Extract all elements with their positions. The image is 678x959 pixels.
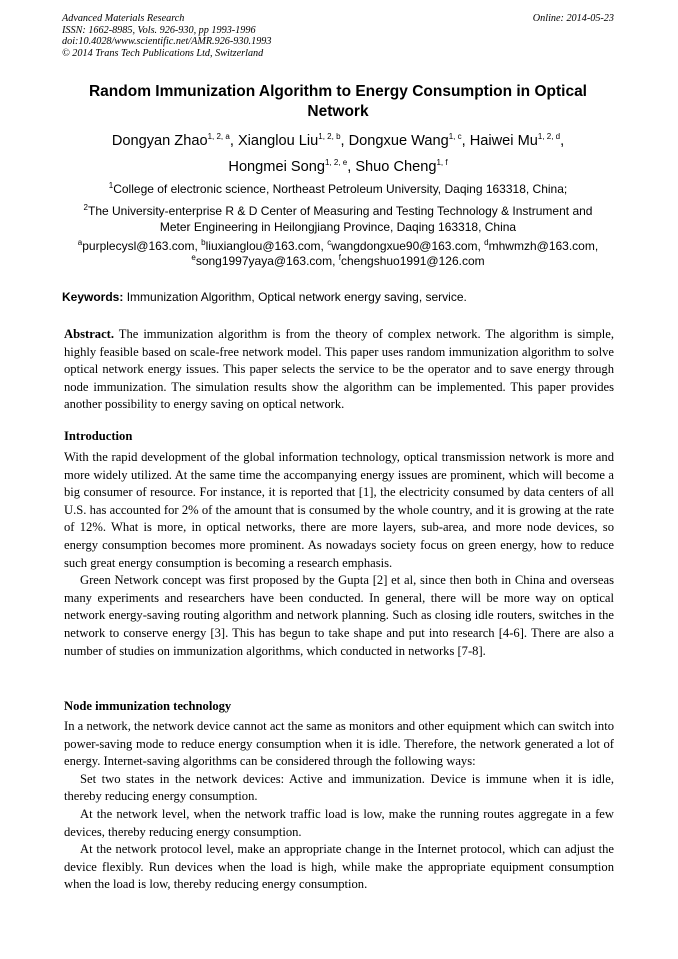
author-affil-sup: 1, 2, d (537, 132, 561, 142)
paragraph: In a network, the network device cannot act the same as monitors and other equipment which can switch into power-saving mode to reduce energy consumption when it is idle. Therefore, the network generated a lot of energy. Internet-saving algorithms can be considered through the following ways: (64, 719, 614, 769)
author-name: Dongyan Zhao (111, 133, 208, 149)
email-address[interactable]: purplecysl@163.com (82, 239, 195, 253)
paper-title (62, 82, 614, 122)
author-affil-sup: 1, f (436, 158, 448, 168)
title-line-1: Random Immunization Algorithm to Energy Consumption in Optical (88, 83, 587, 100)
paragraph: At the network level, when the network traffic load is low, make the running routes aggregate in a few devices, thereby reducing energy consumption. (64, 806, 614, 839)
author-affil-sup: 1, c (448, 132, 462, 142)
email-address[interactable]: liuxianglou@163.com (205, 239, 321, 253)
author-name: Shuo Cheng (355, 159, 437, 175)
affiliation-text-cont: Meter Engineering in Heilongjiang Province, Daqing 163318, China (159, 220, 517, 234)
email-address[interactable]: wangdongxue90@163.com (331, 239, 478, 253)
title-line-2: Network (307, 103, 369, 120)
email-sup: a (77, 238, 83, 247)
author-line-1: Dongyan Zhao$^{1, 2, a}$, Xianglou Liu$^{1, 2, b}$, Dongxue Wang$^{1, c}$, Haiwei Mu$^{1, 2, d}$, (111, 132, 565, 149)
journal-name: Advanced Materials Research (62, 13, 185, 24)
affiliation-1 (62, 181, 614, 197)
online-date: Online: 2014-05-23 (532, 13, 614, 24)
abstract-label: Abstract. (64, 327, 115, 341)
author-name: Haiwei Mu (469, 133, 538, 149)
affiliation-sup: 2 (83, 203, 88, 212)
affiliation-text: College of electronic science, Northeast Petroleum University, Daqing 163318, China; (113, 182, 568, 196)
affiliation-sup: 1 (108, 181, 114, 190)
affiliation-2 (62, 203, 614, 235)
issn-line: ISSN: 1662-8985, Vols. 926-930, pp 1993-1996 (62, 24, 256, 36)
email-sup: b (201, 238, 206, 247)
introduction-body (64, 449, 614, 660)
copyright-line: © 2014 Trans Tech Publications Ltd, Switzerland (62, 47, 264, 59)
abstract (64, 326, 614, 414)
journal-header (62, 13, 271, 59)
node-immunization-body (64, 718, 614, 894)
section-heading-node-immunization: Node immunization technology (64, 699, 232, 713)
paragraph: Green Network concept was first proposed by the Gupta [2] et al, since then both in China and overseas many experiments and researchers have been conducted. In general, there will be more way on optical network energy-saving routing algorithm and network planning. Such as closing idle routers, switches in the network to conserve energy [3]. This has begun to take shape and put into research [4-6]. There are also a number of studies on immunization algorithms, which conducted in networks [7-8]. (64, 573, 614, 658)
email-address[interactable]: mhwmzh@163.com (488, 239, 595, 253)
author-affil-sup: 1, 2, e (324, 158, 348, 168)
email-address[interactable]: song1997yaya@163.com (195, 254, 333, 268)
keywords-text: Immunization Algorithm, Optical network energy saving, service. (126, 290, 467, 304)
email-list: $^a$purplecysl@163.com, $^b$liuxianglou@163.com, $^c$wangdongxue90@163.com, $^d$mhwmzh@163.com, $^e$song1997yaya@163.com, $^f$chengshuo1991@126.com (77, 238, 599, 268)
author-line-2: Hongmei Song$^{1, 2, e}$, Shuo Cheng$^{1, f}$ (228, 158, 448, 175)
email-sup: e (191, 253, 196, 262)
keywords (62, 290, 614, 305)
affiliation-text: The University-enterprise R & D Center of Measuring and Testing Technology & Instrument and (87, 204, 593, 218)
author-name: Xianglou Liu (237, 133, 319, 149)
paragraph: Set two states in the network devices: Active and immunization. Device is immune when it is idle, thereby reducing energy consumption. (64, 771, 614, 804)
email-address[interactable]: chengshuo1991@126.com (341, 254, 485, 268)
doi-line: doi:10.4028/www.scientific.net/AMR.926-930.1993 (62, 36, 272, 48)
email-sup: d (484, 238, 489, 247)
section-heading-introduction: Introduction (64, 429, 133, 443)
paragraph: With the rapid development of the global information technology, optical transmission network is more and more widely utilized. At the same time the accompanying energy issues are prominent, which will become a big consumer of resource. For instance, it is reported that [1], the electricity consumed by data centers of all U.S. has accounted for 2% of the amount that is consumed by the whole country, and it is growing at the rate of 12%. What is more, in optical networks, there are more layers, sub-area, and more node devices, so energy consumption becomes more prominent. As nowadays society focus on green energy, how to reduce such great energy consumption is becoming a research emphasis. (64, 450, 614, 570)
email-sup: f (338, 253, 341, 262)
author-list (62, 128, 614, 180)
paragraph: At the network protocol level, make an appropriate change in the Internet protocol, which can adjust the device flexibly. Run devices when the load is high, while make the appropriate equipment consumption when the load is low, thereby reducing energy consumption. (64, 842, 614, 892)
keywords-label: Keywords: (62, 290, 124, 304)
author-affil-sup: 1, 2, b (318, 132, 341, 142)
author-name: Hongmei Song (228, 159, 325, 175)
abstract-text: The immunization algorithm is from the theory of complex network. The algorithm is simple, highly feasible based on scale-free network model. This paper uses random immunization algorithm to solve optical network energy issues. This paper selects the service to be the operator and to save energy through node immunization. The simulation results show the algorithm can be implemented. This paper provides another possibility to energy saving on optical network. (64, 327, 615, 412)
author-name: Dongxue Wang (348, 133, 449, 149)
email-sup: c (327, 238, 332, 247)
author-affil-sup: 1, 2, a (207, 132, 230, 142)
